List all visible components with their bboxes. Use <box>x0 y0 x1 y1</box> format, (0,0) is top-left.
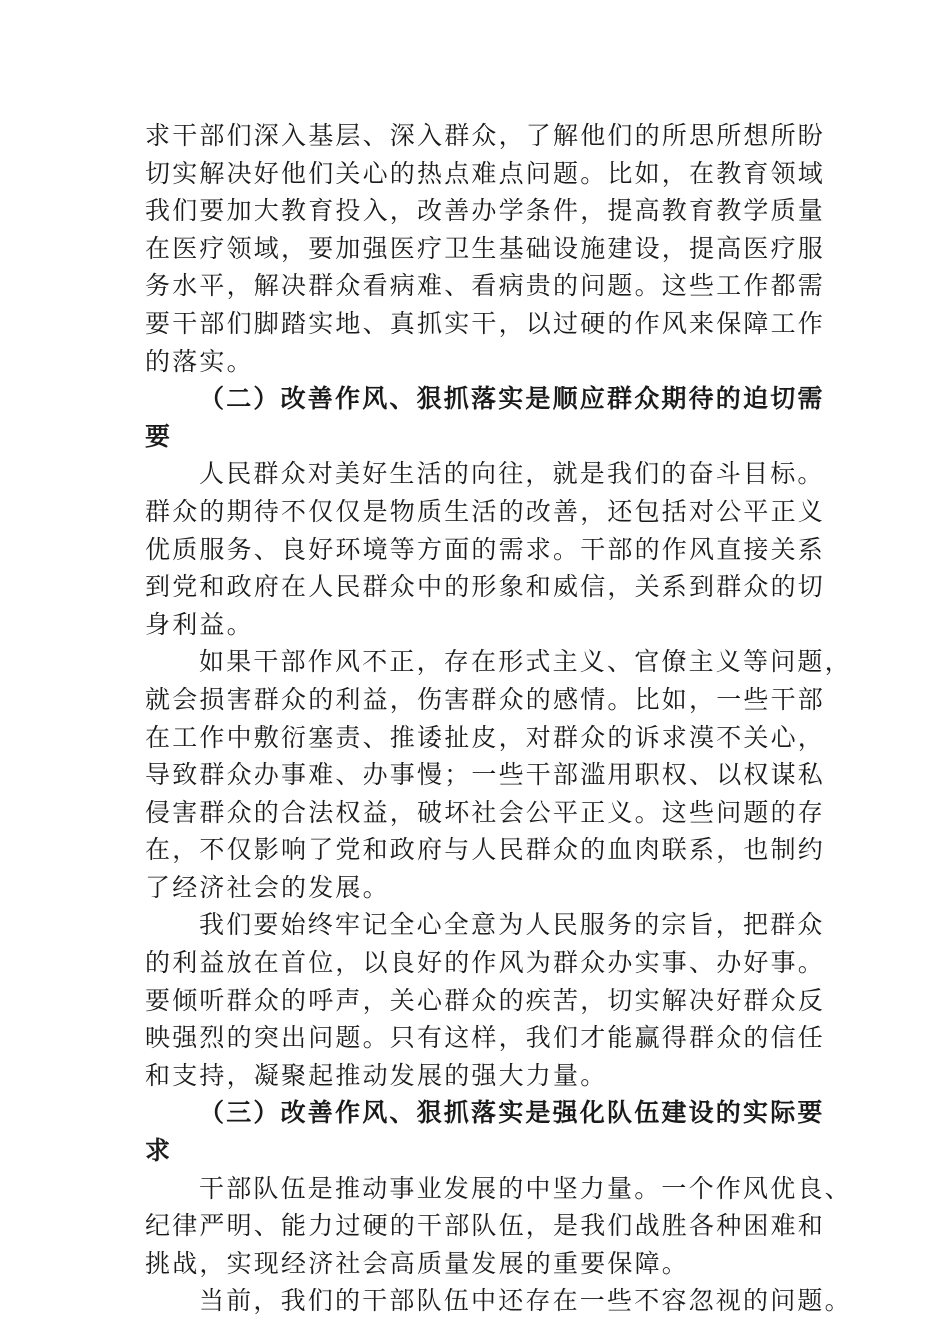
section-heading-continued: 要 <box>145 421 173 451</box>
body-text-line: 我们要加大教育投入，改善办学条件，提高教育教学质量 <box>145 196 826 226</box>
body-text-line: 纪律严明、能力过硬的干部队伍，是我们战胜各种困难和 <box>145 1211 826 1241</box>
body-text-line: 和支持，凝聚起推动发展的强大力量。 <box>145 1060 608 1090</box>
body-text-line: 优质服务、良好环境等方面的需求。干部的作风直接关系 <box>145 534 826 564</box>
section-heading: （二）改善作风、狠抓落实是顺应群众期待的迫切需 <box>199 384 825 414</box>
body-text-line: 群众的期待不仅仅是物质生活的改善，还包括对公平正义 <box>145 496 826 526</box>
body-text-line: 映强烈的突出问题。只有这样，我们才能赢得群众的信任 <box>145 1023 826 1053</box>
paragraph-first-line: 当前，我们的干部队伍中还存在一些不容忽视的问题。 <box>199 1286 852 1316</box>
body-text-line: 务水平，解决群众看病难、看病贵的问题。这些工作都需 <box>145 271 826 301</box>
paragraph-first-line: 如果干部作风不正，存在形式主义、官僚主义等问题， <box>199 647 852 677</box>
body-text-line: 在医疗领域，要加强医疗卫生基础设施建设，提高医疗服 <box>145 233 826 263</box>
body-text-line: 的利益放在首位，以良好的作风为群众办实事、办好事。 <box>145 948 826 978</box>
body-text-line: 求干部们深入基层、深入群众，了解他们的所思所想所盼 <box>145 121 826 150</box>
body-text-line: 侵害群众的合法权益，破坏社会公平正义。这些问题的存 <box>145 797 826 827</box>
body-text-line: 要倾听群众的呼声，关心群众的疾苦，切实解决好群众反 <box>145 985 826 1015</box>
paragraph-first-line: 干部队伍是推动事业发展的中坚力量。一个作风优良、 <box>199 1173 852 1203</box>
body-text-line: 切实解决好他们关心的热点难点问题。比如，在教育领域 <box>145 158 826 188</box>
paragraph-first-line: 我们要始终牢记全心全意为人民服务的宗旨，把群众 <box>199 910 825 940</box>
body-text-line: 挑战，实现经济社会高质量发展的重要保障。 <box>145 1248 690 1278</box>
body-text-line: 在工作中敷衍塞责、推诿扯皮，对群众的诉求漠不关心， <box>145 722 826 752</box>
section-heading-continued: 求 <box>145 1136 173 1166</box>
body-text-line: 就会损害群众的利益，伤害群众的感情。比如，一些干部 <box>145 684 826 714</box>
body-text-line: 要干部们脚踏实地、真抓实干，以过硬的作风来保障工作 <box>145 308 826 338</box>
body-text-line: 到党和政府在人民群众中的形象和威信，关系到群众的切 <box>145 572 826 602</box>
body-text-line: 导致群众办事难、办事慢；一些干部滥用职权、以权谋私 <box>145 760 826 790</box>
body-text-line: 的落实。 <box>145 346 254 376</box>
body-text-line: 身利益。 <box>145 609 254 639</box>
paragraph-first-line: 人民群众对美好生活的向往，就是我们的奋斗目标。 <box>199 459 825 489</box>
document-body <box>145 117 852 1320</box>
body-text-line: 在，不仅影响了党和政府与人民群众的血肉联系，也制约 <box>145 835 826 865</box>
section-heading: （三）改善作风、狠抓落实是强化队伍建设的实际要 <box>199 1098 825 1128</box>
body-text-line: 了经济社会的发展。 <box>145 872 390 902</box>
